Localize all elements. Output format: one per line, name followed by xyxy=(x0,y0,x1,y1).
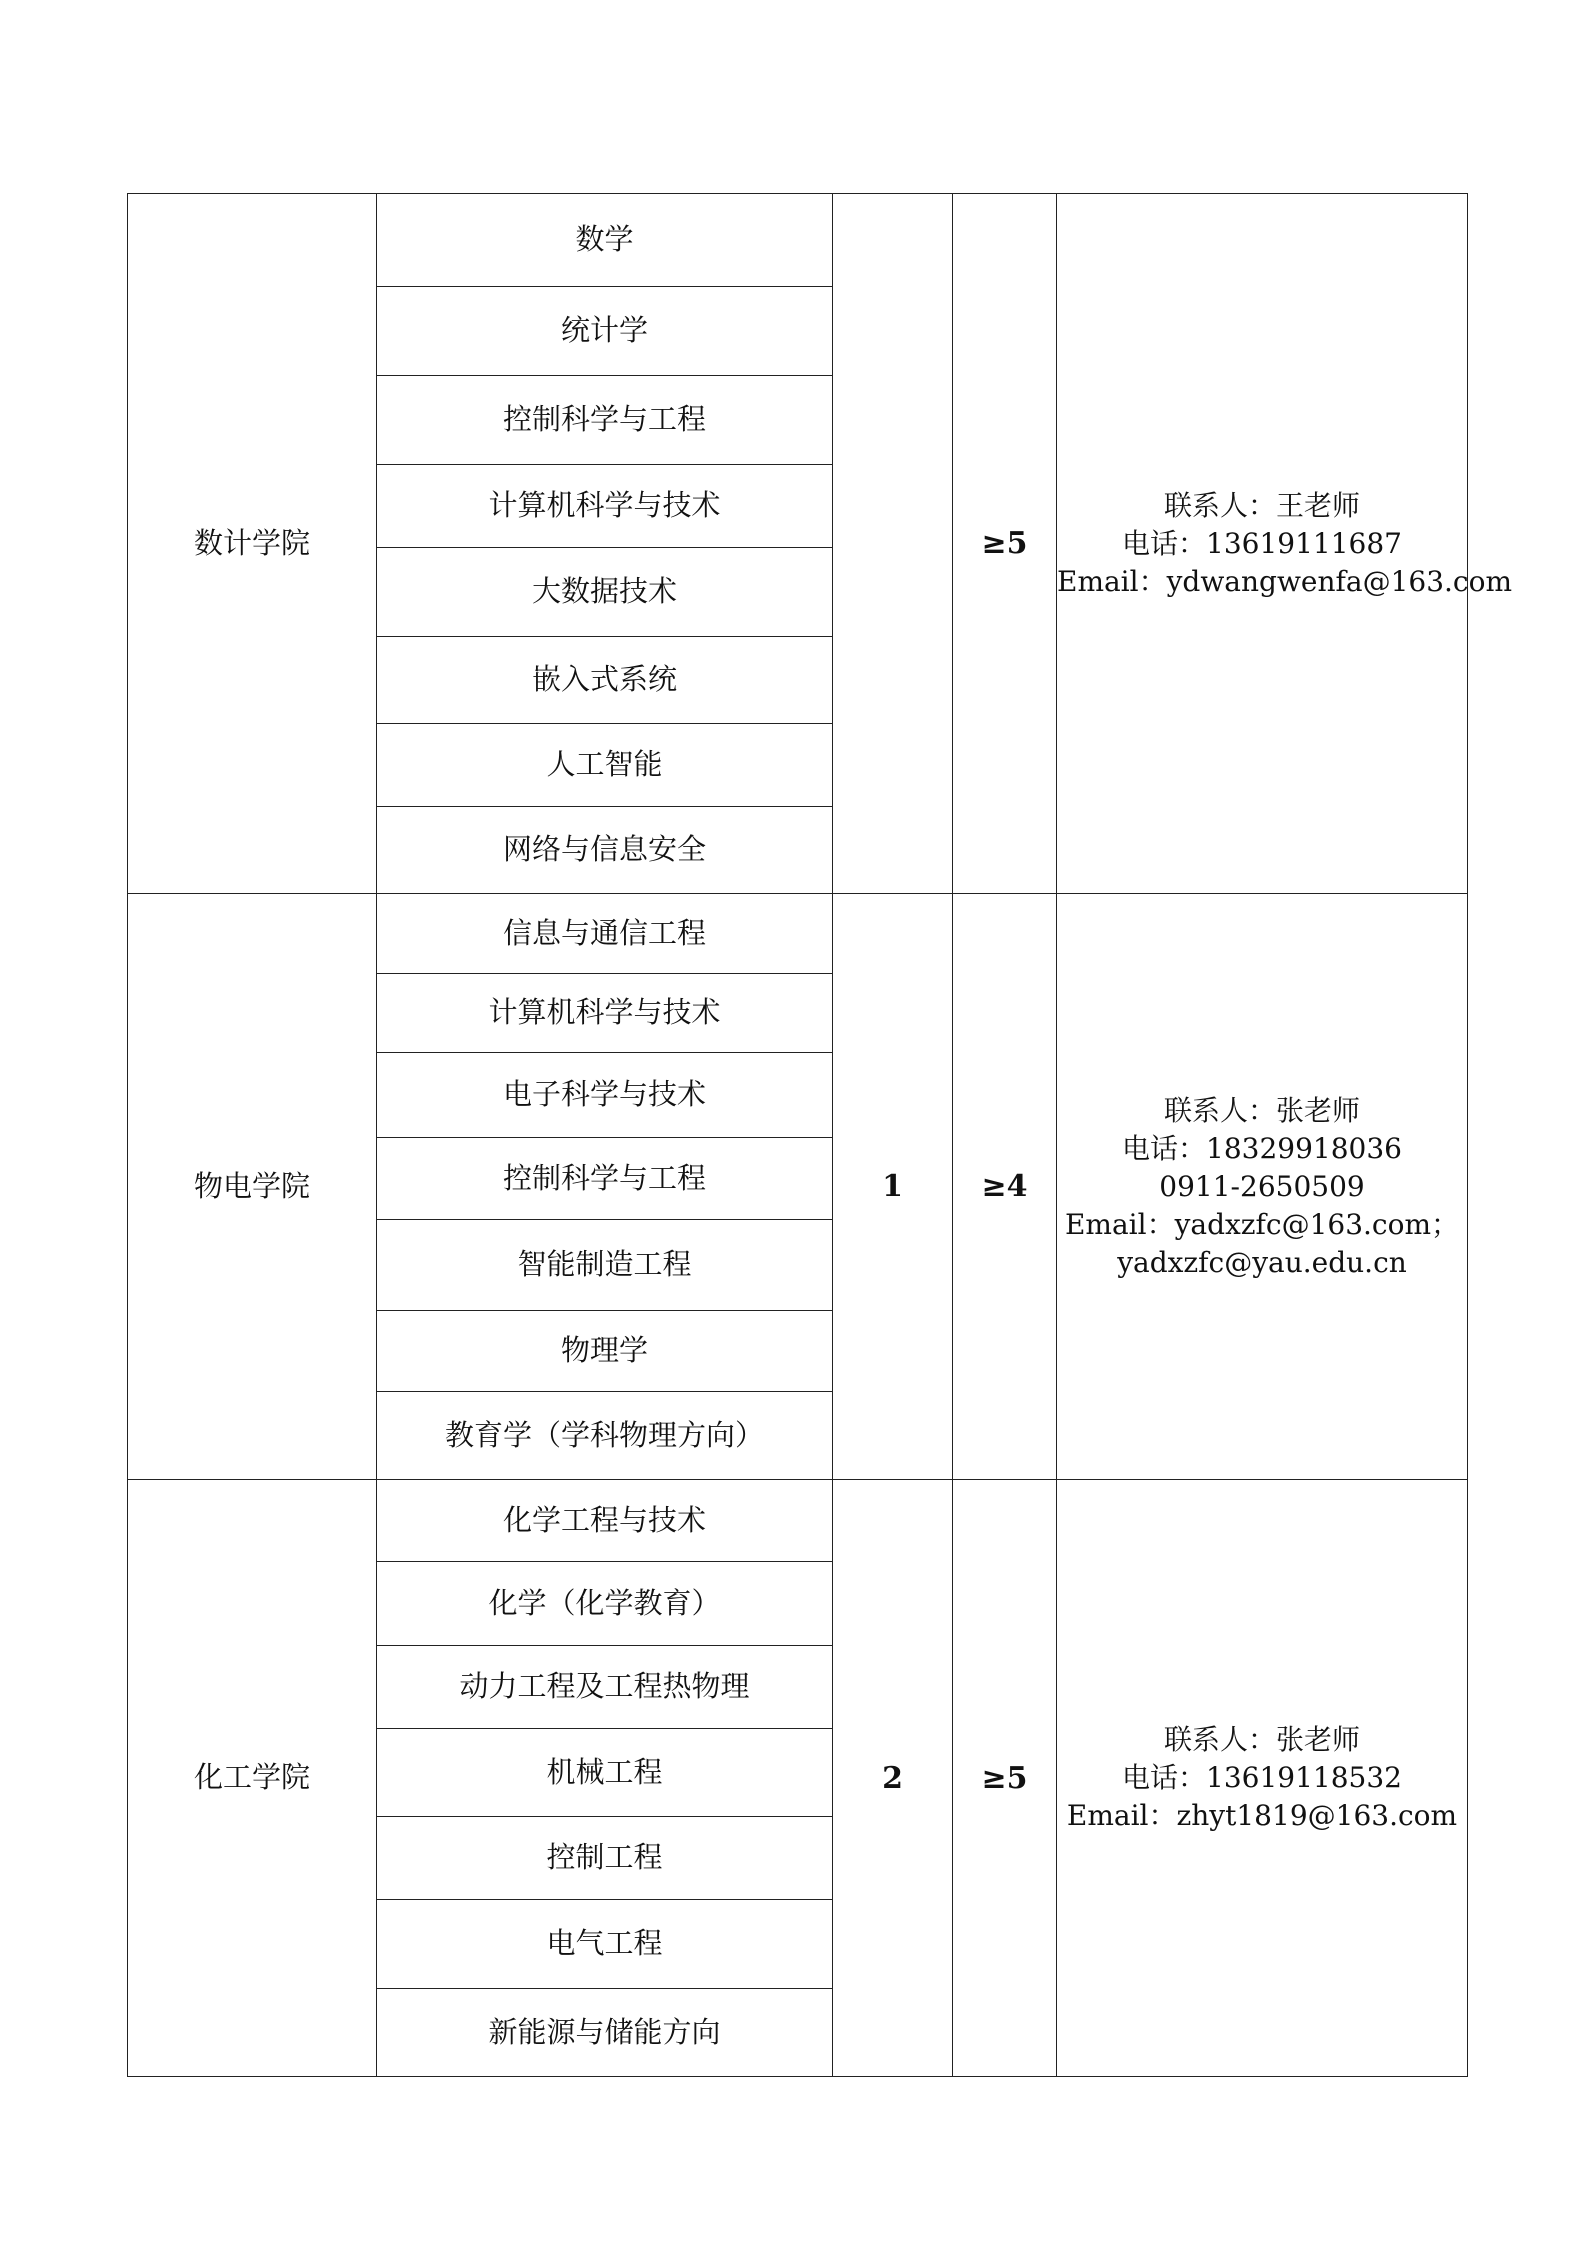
college-name: 化工学院 xyxy=(128,1480,377,2077)
major-cell: 电子科学与技术 xyxy=(377,1053,833,1138)
major-cell: 物理学 xyxy=(377,1311,833,1392)
contact-line: 联系人：张老师 xyxy=(1163,1093,1360,1127)
major-cell: 动力工程及工程热物理 xyxy=(377,1646,833,1729)
contact-line: 电话：13619111687 xyxy=(1122,526,1402,560)
college-name: 物电学院 xyxy=(128,894,377,1480)
contact-cell xyxy=(1057,894,1468,1480)
college-name: 数计学院 xyxy=(128,194,377,894)
requirement-cell: ≥5 xyxy=(953,1480,1057,2077)
major-cell: 网络与信息安全 xyxy=(377,807,833,894)
contact-cell xyxy=(1057,1480,1468,2077)
contact-line: 联系人：王老师 xyxy=(1163,488,1360,522)
major-cell: 计算机科学与技术 xyxy=(377,465,833,548)
requirement-cell: ≥4 xyxy=(953,894,1057,1480)
major-cell: 控制科学与工程 xyxy=(377,1138,833,1220)
major-cell: 人工智能 xyxy=(377,724,833,807)
table-row xyxy=(128,894,1468,974)
major-cell: 嵌入式系统 xyxy=(377,637,833,724)
major-cell: 新能源与储能方向 xyxy=(377,1989,833,2077)
count-cell xyxy=(833,194,953,894)
contact-line: Email：yadxzfc@163.com； xyxy=(1064,1207,1460,1241)
major-cell: 智能制造工程 xyxy=(377,1220,833,1311)
major-cell: 控制工程 xyxy=(377,1817,833,1900)
table-row xyxy=(128,1480,1468,1562)
contact-line: 电话：18329918036 xyxy=(1122,1131,1402,1165)
count-cell: 1 xyxy=(833,894,953,1480)
major-cell: 机械工程 xyxy=(377,1729,833,1817)
contact-cell xyxy=(1057,194,1513,894)
major-cell: 统计学 xyxy=(377,287,833,376)
table-row xyxy=(128,194,1468,287)
major-cell: 大数据技术 xyxy=(377,548,833,637)
recruitment-table xyxy=(127,193,1513,2077)
contact-line: 0911-2650509 xyxy=(1159,1169,1365,1203)
contact-line: 联系人：张老师 xyxy=(1163,1723,1360,1756)
table-body xyxy=(128,194,1513,2077)
count-cell: 2 xyxy=(833,1480,953,2077)
major-cell: 电气工程 xyxy=(377,1900,833,1989)
major-cell: 数学 xyxy=(377,194,833,287)
contact-line: 电话：13619118532 xyxy=(1122,1761,1402,1794)
major-cell: 教育学（学科物理方向） xyxy=(377,1392,833,1480)
major-cell: 信息与通信工程 xyxy=(377,894,833,974)
major-cell: 化学（化学教育） xyxy=(377,1562,833,1646)
contact-line: Email：ydwangwenfa@163.com xyxy=(1057,564,1513,598)
contact-line: yadxzfc@yau.edu.cn xyxy=(1117,1245,1407,1279)
requirement-cell: ≥5 xyxy=(953,194,1057,894)
contact-line: Email：zhyt1819@163.com xyxy=(1066,1799,1458,1832)
major-cell: 计算机科学与技术 xyxy=(377,974,833,1053)
major-cell: 控制科学与工程 xyxy=(377,376,833,465)
major-cell: 化学工程与技术 xyxy=(377,1480,833,1562)
